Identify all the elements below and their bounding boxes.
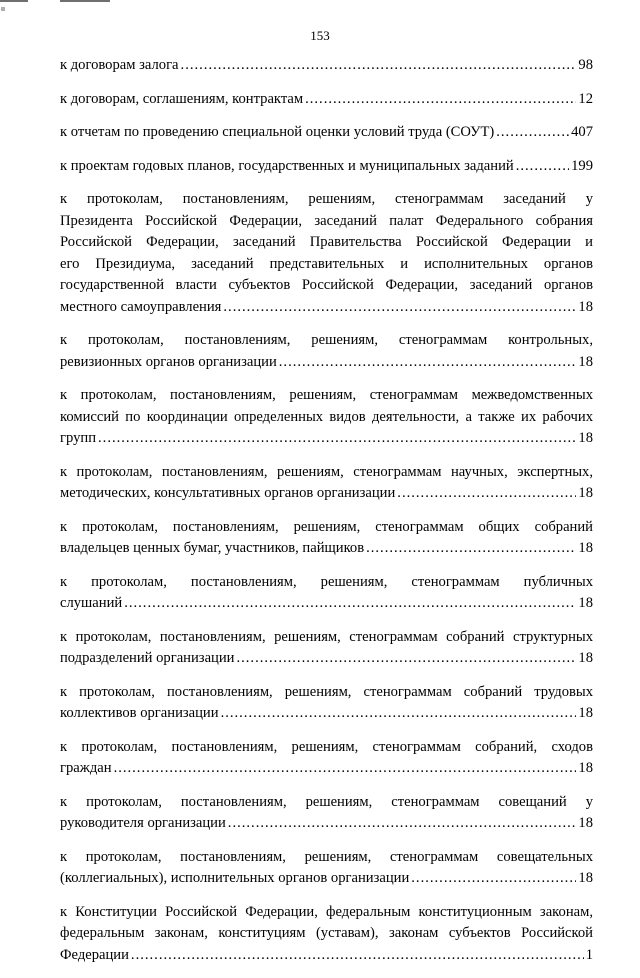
index-entry-text-line: к протоколам, постановлениям, решениям, стенограммам собраний трудовых bbox=[60, 683, 593, 700]
index-entry-last-line bbox=[60, 758, 593, 780]
index-entry-text-line: Президента Российской Федерации, заседаний палат Федерального собрания bbox=[60, 212, 593, 229]
page-reference: 98 bbox=[578, 57, 593, 73]
dot-leader bbox=[98, 428, 576, 450]
index-entry-last-line bbox=[60, 868, 593, 890]
index-entry-text-line: к проектам годовых планов, государственных и муниципальных заданий bbox=[60, 157, 514, 174]
index-entry bbox=[60, 847, 593, 890]
index-entry bbox=[60, 189, 593, 318]
dot-leader bbox=[516, 156, 569, 178]
index-entry-text-line: к протоколам, постановлениям, решениям, стенограммам совещаний у bbox=[60, 793, 593, 810]
index-entry-text-line: его Президиума, заседаний представительных и исполнительных органов bbox=[60, 255, 593, 272]
page-reference: 18 bbox=[578, 540, 593, 556]
index-entry-text-line: к протоколам, постановлениям, решениям, стенограммам общих собраний bbox=[60, 518, 593, 535]
index-entry-text-line: местного самоуправления bbox=[60, 298, 222, 315]
dot-leader bbox=[131, 945, 584, 967]
index-entry bbox=[60, 156, 593, 178]
index-entry bbox=[60, 89, 593, 111]
index-entry-text-line: коллективов организации bbox=[60, 705, 219, 721]
page-reference: 12 bbox=[578, 90, 593, 107]
index-entry bbox=[60, 792, 593, 835]
index-entry-text-line: к отчетам по проведению специальной оценки условий труда (СОУТ) bbox=[60, 124, 495, 140]
index-entry-text-line: групп bbox=[60, 430, 97, 446]
index-entry-text-line: Российской Федерации, заседаний Правительства Российской Федерации и bbox=[60, 234, 593, 250]
page-reference: 18 bbox=[578, 815, 593, 831]
index-entry bbox=[60, 385, 593, 450]
scan-edge-line-right bbox=[60, 0, 110, 2]
index-entry-last-line bbox=[60, 483, 593, 505]
subject-index-list bbox=[60, 55, 593, 978]
index-entry-text-line: ревизионных органов организации bbox=[60, 353, 277, 370]
index-entry-text-line: к протоколам, постановлениям, решениям, стенограммам публичных bbox=[60, 573, 593, 590]
page-reference: 18 bbox=[578, 760, 593, 776]
index-entry bbox=[60, 122, 593, 144]
index-entry-text-line: методических, консультативных органов организации bbox=[60, 485, 396, 501]
index-entry-last-line bbox=[60, 538, 593, 560]
dot-leader bbox=[114, 758, 577, 780]
index-entry-text-line: к протоколам, постановлениям, решениям, стенограммам контрольных, bbox=[60, 332, 593, 348]
dot-leader bbox=[496, 122, 569, 144]
dot-leader bbox=[305, 89, 576, 111]
dot-leader bbox=[223, 297, 576, 319]
index-entry-text-line: владельцев ценных бумаг, участников, пайщиков bbox=[60, 540, 365, 556]
dot-leader bbox=[397, 483, 576, 505]
index-entry-last-line bbox=[60, 156, 593, 178]
index-entry-text-line: к протоколам, постановлениям, решениям, стенограммам совещательных bbox=[60, 848, 593, 865]
index-entry-text-line: слушаний bbox=[60, 595, 123, 611]
page-reference: 407 bbox=[571, 124, 593, 140]
index-entry-last-line bbox=[60, 813, 593, 835]
index-entry-last-line bbox=[60, 648, 593, 670]
index-entry-text-line: (коллегиальных), исполнительных органов организации bbox=[60, 870, 410, 886]
dot-leader bbox=[228, 813, 577, 835]
index-entry bbox=[60, 572, 593, 615]
scan-artifact bbox=[1, 7, 5, 11]
index-entry-last-line bbox=[60, 122, 593, 144]
index-entry bbox=[60, 682, 593, 725]
index-entry-text-line: Федерации bbox=[60, 946, 129, 963]
dot-leader bbox=[411, 868, 576, 890]
index-entry bbox=[60, 737, 593, 780]
page-reference: 1 bbox=[585, 946, 593, 963]
scan-edge-line-left bbox=[0, 0, 28, 2]
index-entry bbox=[60, 517, 593, 560]
index-entry bbox=[60, 627, 593, 670]
index-entry-text-line: государственной власти субъектов Российской Федерации, заседаний органов bbox=[60, 277, 593, 293]
index-entry-text-line: граждан bbox=[60, 760, 112, 776]
index-entry-last-line bbox=[60, 352, 593, 374]
index-entry bbox=[60, 462, 593, 505]
index-entry-last-line bbox=[60, 703, 593, 725]
index-entry-last-line bbox=[60, 297, 593, 319]
index-entry-text-line: к протоколам, постановлениям, решениям, стенограммам собраний, сходов bbox=[60, 738, 593, 755]
index-entry-text-line: к протоколам, постановлениям, решениям, стенограммам заседаний у bbox=[60, 191, 593, 207]
dot-leader bbox=[221, 703, 577, 725]
index-entry-text-line: подразделений организации bbox=[60, 650, 235, 666]
dot-leader bbox=[366, 538, 576, 560]
page-reference: 18 bbox=[578, 595, 593, 611]
index-entry-text-line: руководителя организации bbox=[60, 815, 226, 831]
dot-leader bbox=[181, 55, 577, 77]
index-entry-last-line bbox=[60, 593, 593, 615]
index-entry-last-line bbox=[60, 89, 593, 111]
index-entry-text-line: к протоколам, постановлениям, решениям, стенограммам научных, экспертных, bbox=[60, 463, 593, 480]
index-entry-text-line: комиссий по координации определенных видов деятельности, а также их рабочих bbox=[60, 408, 593, 425]
page-reference: 18 bbox=[578, 870, 593, 886]
page-reference: 18 bbox=[578, 353, 593, 370]
page-reference: 18 bbox=[578, 650, 593, 666]
index-entry-text-line: к договорам, соглашениям, контрактам bbox=[60, 90, 304, 107]
index-entry bbox=[60, 55, 593, 77]
page-reference: 18 bbox=[578, 485, 593, 501]
index-entry bbox=[60, 330, 593, 373]
index-entry-text-line: к Конституции Российской Федерации, федеральным конституционным законам, bbox=[60, 903, 593, 920]
dot-leader bbox=[279, 352, 577, 374]
index-entry-last-line bbox=[60, 945, 593, 967]
page-reference: 18 bbox=[578, 298, 593, 315]
index-entry-last-line bbox=[60, 55, 593, 77]
index-entry bbox=[60, 902, 593, 967]
dot-leader bbox=[124, 593, 576, 615]
page-reference: 199 bbox=[571, 157, 593, 174]
index-entry-text-line: к договорам залога bbox=[60, 57, 179, 73]
page-reference: 18 bbox=[578, 430, 593, 446]
page-reference: 18 bbox=[578, 705, 593, 721]
index-entry-text-line: к протоколам, постановлениям, решениям, стенограммам собраний структурных bbox=[60, 628, 593, 645]
index-entry-text-line: федеральным законам, конституциям (уставам), законам субъектов Российской bbox=[60, 925, 593, 941]
page-number: 153 bbox=[310, 28, 330, 43]
index-entry-text-line: к протоколам, постановлениям, решениям, стенограммам межведомственных bbox=[60, 387, 593, 403]
index-entry-last-line bbox=[60, 428, 593, 450]
dot-leader bbox=[236, 648, 576, 670]
